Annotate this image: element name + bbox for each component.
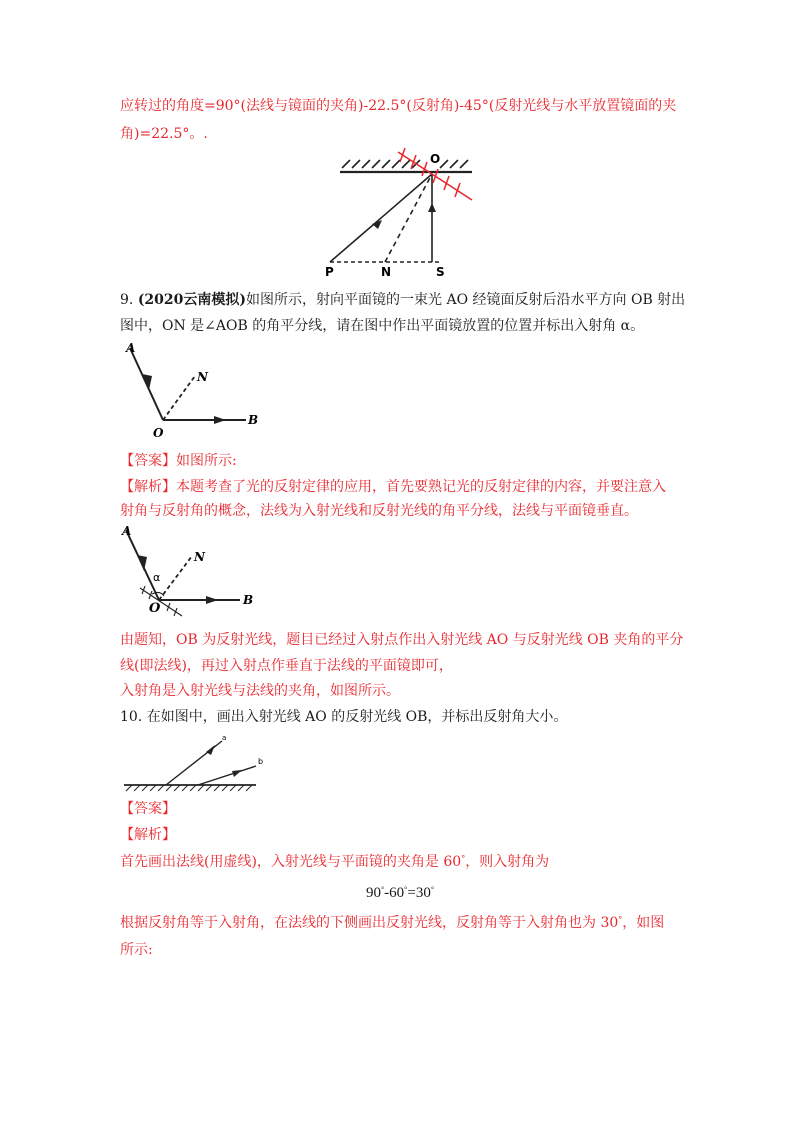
fig3-label-a: A [122,524,132,538]
q10-analysis: 【解析】 [120,827,176,843]
intro-line-2: 角)=22.5°。. [120,126,208,142]
q9-explanation-line-3: 入射角是入射光线与法线的夹角，如图所示。 [120,683,400,699]
q10-explanation-line-2: 根据反射角等于入射角，在法线的下侧画出反射光线，反射角等于入射角也为 30°，如图 [120,915,665,931]
q10-formula: 90°-60°=30° [365,885,435,901]
fig3-label-alpha: α [153,571,161,584]
q9-line-2: 图中，ON 是∠AOB 的角平分线，请在图中作出平面镜放置的位置并标出入射角 α。 [120,318,645,334]
fig1-label-p: P [325,265,334,279]
q10-answer: 【答案】 [120,801,176,817]
q9-number: 9. [120,292,138,308]
fig2-label-a: A [126,341,136,355]
fig2-label-n: N [197,370,208,384]
fig1-label-s: S [436,265,445,279]
q9-line-1-rest: 如图所示，射向平面镜的一束光 AO 经镜面反射后沿水平方向 OB 射出 [246,292,686,308]
fig3-label-b: B [243,593,254,607]
fig2-label-o: O [153,426,164,440]
intro-line-1: 应转过的角度=90°(法线与镜面的夹角)-22.5°(反射角)-45°(反射光线与水平放置镜面的夹 [120,98,677,114]
q9-line-1 [120,291,685,309]
q10-question: 10. 在如图中，画出入射光线 AO 的反射光线 OB，并标出反射角大小。 [120,709,568,725]
fig2-label-b: B [248,413,259,427]
fig4-label-a: a [222,734,227,742]
q10-explanation-line-3: 所示: [120,942,153,958]
q10-explanation-line-1: 首先画出法线(用虚线)，入射光线与平面镜的夹角是 60°，则入射角为 [120,854,550,870]
fig1-label-n: N [381,265,392,279]
q9-answer: 【答案】如图所示: [120,453,237,469]
q9-explanation-line-2: 线(即法线)，再过入射点作垂直于法线的平面镜即可， [120,658,453,674]
q9-source: (2020云南模拟) [137,292,247,308]
fig4-label-b: b [258,757,264,766]
q9-explanation-line-1: 由题知，OB 为反射光线，题目已经过入射点作出入射光线 AO 与反射光线 OB 夹角的平分 [120,632,684,648]
q9-analysis-line-1: 【解析】本题考查了光的反射定律的应用，首先要熟记光的反射定律的内容，并要注意入 [120,479,666,495]
fig1-label-o: O [430,152,441,166]
q9-analysis-line-2: 射角与反射角的概念，法线为入射光线和反射光线的角平分线，法线与平面镜垂直。 [120,503,638,519]
fig3-label-n: N [194,550,205,564]
fig3-label-o: O [149,601,161,616]
